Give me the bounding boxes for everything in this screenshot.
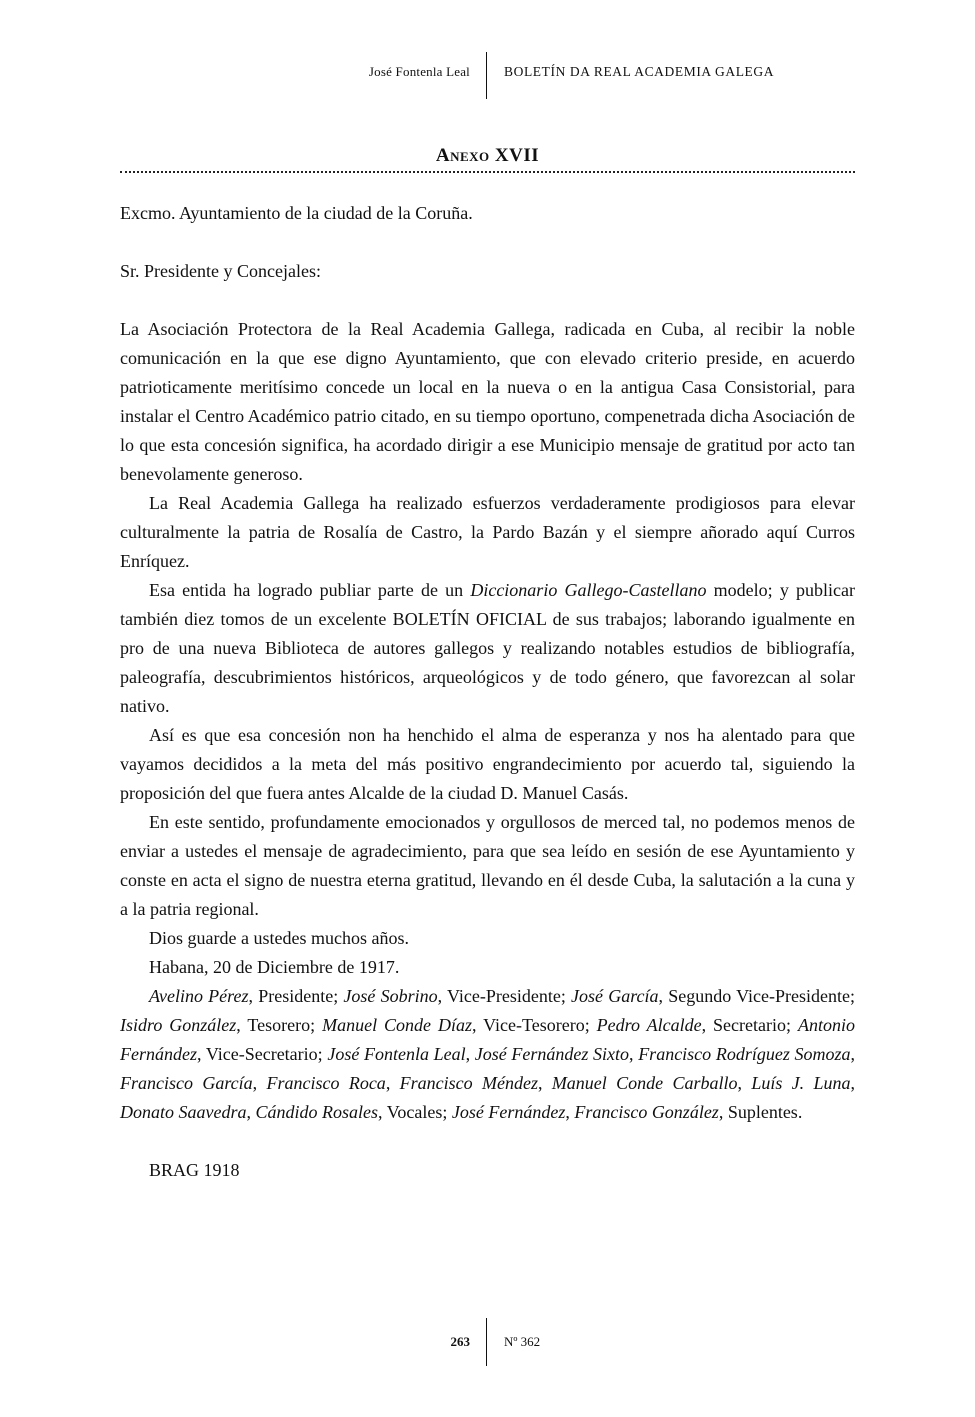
closing-formula: Dios guarde a ustedes muchos años. — [149, 928, 409, 948]
signatory-name: José Sobrino — [343, 986, 438, 1006]
page-footer — [0, 1318, 975, 1368]
paragraph-5: En este sentido, profundamente emocionados y orgullosos de merced tal, no podemos menos de enviar a ustedes el mensaje de agradecimiento, para que sea leído en sesión de ese Ayuntamiento y conste en acta el signo de nuestra eterna gratitud, llevando en él desde Cuba, la salutación a la cuna y a la patria regional. — [120, 812, 855, 919]
signatory-role: Suplentes — [727, 1102, 798, 1122]
signatory-name: Luís J. Luna — [751, 1073, 851, 1093]
signatory-role: Presidente — [258, 986, 334, 1006]
place-date: Habana, 20 de Diciembre de 1917. — [149, 957, 400, 977]
signatory-name: Manuel Conde Carballo — [551, 1073, 738, 1093]
paragraph-4: Así es que esa concesión non ha henchido el alma de esperanza y nos ha alentado para que vayamos decididos a la meta del más positivo engrandecimiento por acuerdo tal, siguiendo la proposición del que fuera antes Alcalde de la ciudad D. Manuel Casás. — [120, 725, 855, 803]
running-header — [0, 52, 975, 100]
paragraph-1: La Asociación Protectora de la Real Academia Gallega, radicada en Cuba, al recibir la noble comunicación en la que ese digno Ayuntamiento, que con elevado criterio preside, en acuerdo patrioticamente meritísimo concede un local en la nueva o en la antigua Casa Consistorial, para instalar el Centro Académico patrio citado, en su tiempo oportuno, compenetrada dicha Asociación de lo que esta concesión significa, ha acordado dirigir a ese Municipio mensaje de gratitud por acto tan benevolamente generoso. — [120, 319, 855, 484]
paragraph-2: La Real Academia Gallega ha realizado esfuerzos verdaderamente prodigiosos para elevar culturalmente la patria de Rosalía de Castro, la Pardo Bazán y el siempre añorado aquí Curros Enríquez. — [120, 493, 855, 571]
signatory-name: José García — [571, 986, 659, 1006]
signatory-name: Francisco Roca — [266, 1073, 386, 1093]
signatory-role: Secretario — [713, 1015, 787, 1035]
signatory-name: Pedro Alcalde — [596, 1015, 702, 1035]
annex-title: Anexo XVII — [435, 145, 540, 166]
signatory-role: Segundo Vice-Presidente — [668, 986, 850, 1006]
paragraph-3 — [120, 576, 855, 721]
header-divider — [486, 52, 487, 99]
signatory-name: José Fernández Sixto — [474, 1044, 630, 1064]
signatory-name: Francisco Rodríguez Somoza — [638, 1044, 851, 1064]
dictionary-title: Diccionario Gallego-Castellano — [470, 580, 707, 600]
signatory-name: Francisco Méndez — [399, 1073, 538, 1093]
footer-divider — [486, 1318, 487, 1366]
signatory-name: Cándido Rosales — [255, 1102, 378, 1122]
paragraph-3-before: Esa entida ha logrado publiar parte de un — [149, 580, 471, 600]
source-citation: BRAG 1918 — [149, 1160, 240, 1180]
signatory-name: Donato Saavedra — [120, 1102, 247, 1122]
signatory-name: Antonio Fernández — [120, 1015, 855, 1064]
signatory-role: Vice-Presidente — [446, 986, 561, 1006]
issue-number: Nº 362 — [504, 1334, 541, 1349]
signatory-name: José Fernández — [451, 1102, 566, 1122]
letter-addressee: Excmo. Ayuntamiento de la ciudad de la Coruña. — [120, 203, 473, 223]
header-author: José Fontenla Leal — [368, 64, 470, 79]
signatory-name: Francisco González — [574, 1102, 719, 1122]
signatory-name: Isidro González — [120, 1015, 237, 1035]
page-number: 263 — [450, 1334, 470, 1349]
signatory-role: Tesorero — [247, 1015, 311, 1035]
signatory-name: José Fontenla Leal — [327, 1044, 466, 1064]
header-journal-title: BOLETÍN DA REAL ACADEMIA GALEGA — [504, 64, 775, 79]
annex-dotted-rule — [120, 171, 855, 173]
letter-salutation: Sr. Presidente y Concejales: — [120, 261, 321, 281]
signatory-name: Avelino Pérez — [149, 986, 249, 1006]
signatory-role: Vocales — [386, 1102, 443, 1122]
signatory-name: Francisco García — [120, 1073, 253, 1093]
signatories-list: Avelino Pérez, Presidente; José Sobrino, Vice-Presidente; José García, Segundo Vice-Presidente; Isidro González, Tesorero; Manuel Conde Díaz, Vice-Tesorero; Pedro Alcalde, Secretario; Antonio Fernández, Vice-Secretario; José Fontenla Leal, José Fernández Sixto, Francisco Rodríguez Somoza, Francisco García, Francisco Roca, Francisco Méndez, Manuel Conde Carballo, Luís J. Luna, Donato Saavedra, Cándido Rosales, Vocales; José Fernández, Francisco González, Suplentes. — [120, 986, 856, 1122]
paragraph-3-after: modelo; y publicar también diez tomos de un excelente BOLETÍN OFICIAL de sus trabajos; laborando igualmente en pro de una nueva Biblioteca de autores gallegos y realizando notables estudios de bibliografía, paleografía, descubrimientos históricos, arqueológicos y de todo género, que favorezcan al solar nativo. — [120, 580, 855, 716]
letter-body — [120, 199, 855, 1185]
signatory-role: Vice-Secretario — [205, 1044, 318, 1064]
signatory-role: Vice-Tesorero — [483, 1015, 585, 1035]
signatory-name: Manuel Conde Díaz — [322, 1015, 472, 1035]
